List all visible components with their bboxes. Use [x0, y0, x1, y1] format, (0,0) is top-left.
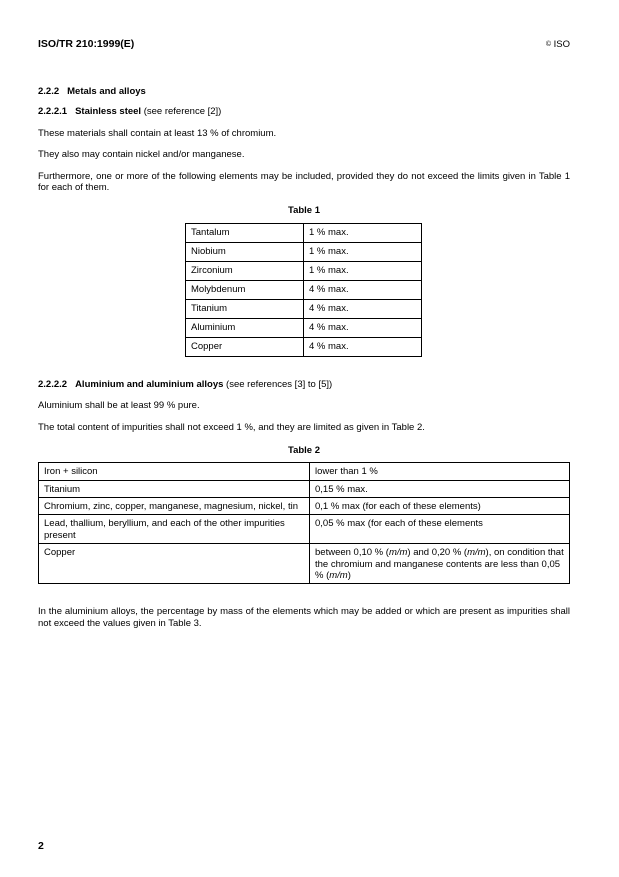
paragraph: They also may contain nickel and/or manganese. — [38, 149, 245, 161]
paragraph: In the aluminium alloys, the percentage by mass of the elements which may be added or which are present as impurities shall not exceed the values given in Table 3. — [38, 606, 570, 629]
table-row: Lead, thallium, beryllium, and each of the other impurities present 0,05 % max (for each of these elements — [39, 515, 570, 544]
paragraph: Furthermore, one or more of the following elements may be included, provided they do not exceed the limits given in Table 1 for each of them. — [38, 170, 570, 193]
paragraph: These materials shall contain at least 13 % of chromium. — [38, 127, 277, 139]
document-id: ISO/TR 210:1999(E) — [38, 38, 135, 50]
table-row: Copper between 0,10 % (m/m) and 0,20 % (m/m), on condition that the chromium and manganese contents are less than 0,05 % (m/m) — [39, 544, 570, 584]
table-row: Niobium 1 % max. — [186, 242, 422, 261]
paragraph: The total content of impurities shall not exceed 1 %, and they are limited as given in Table 2. — [38, 421, 425, 433]
copyright-symbol: © — [545, 41, 551, 48]
section-heading-2-2-2-1: 2.2.2.1 Stainless steel (see reference [2]) — [38, 106, 222, 118]
section-heading-2-2-2: 2.2.2 Metals and alloys — [38, 86, 146, 97]
page-header — [38, 38, 570, 52]
table-row: Titanium 4 % max. — [186, 299, 422, 318]
copyright-notice — [546, 39, 570, 50]
table-row: Copper 4 % max. — [186, 337, 422, 356]
section-heading-2-2-2-2: 2.2.2.2 Aluminium and aluminium alloys (see references [3] to [5]) — [38, 378, 333, 390]
page-content — [38, 86, 570, 639]
table-2 — [38, 462, 570, 584]
table-2-caption: Table 2 — [287, 444, 321, 456]
page-number: 2 — [38, 840, 44, 852]
reference-note: (see references [3] to [5]) — [226, 378, 333, 390]
copyright-org: ISO — [553, 39, 570, 50]
table-row: Iron + silicon lower than 1 % — [39, 463, 570, 480]
table-row: Molybdenum 4 % max. — [186, 280, 422, 299]
table-row: Aluminium 4 % max. — [186, 318, 422, 337]
paragraph: Aluminium shall be at least 99 % pure. — [38, 400, 200, 412]
table-1 — [185, 223, 422, 357]
table-row: Chromium, zinc, copper, manganese, magnesium, nickel, tin 0,1 % max (for each of these elements) — [39, 498, 570, 515]
table-row: Titanium 0,15 % max. — [39, 480, 570, 497]
document-page — [38, 0, 570, 877]
table-row: Zirconium 1 % max. — [186, 261, 422, 280]
reference-note: (see reference [2]) — [143, 106, 222, 118]
table-1-caption: Table 1 — [287, 205, 321, 217]
table-row: Tantalum 1 % max. — [186, 223, 422, 242]
